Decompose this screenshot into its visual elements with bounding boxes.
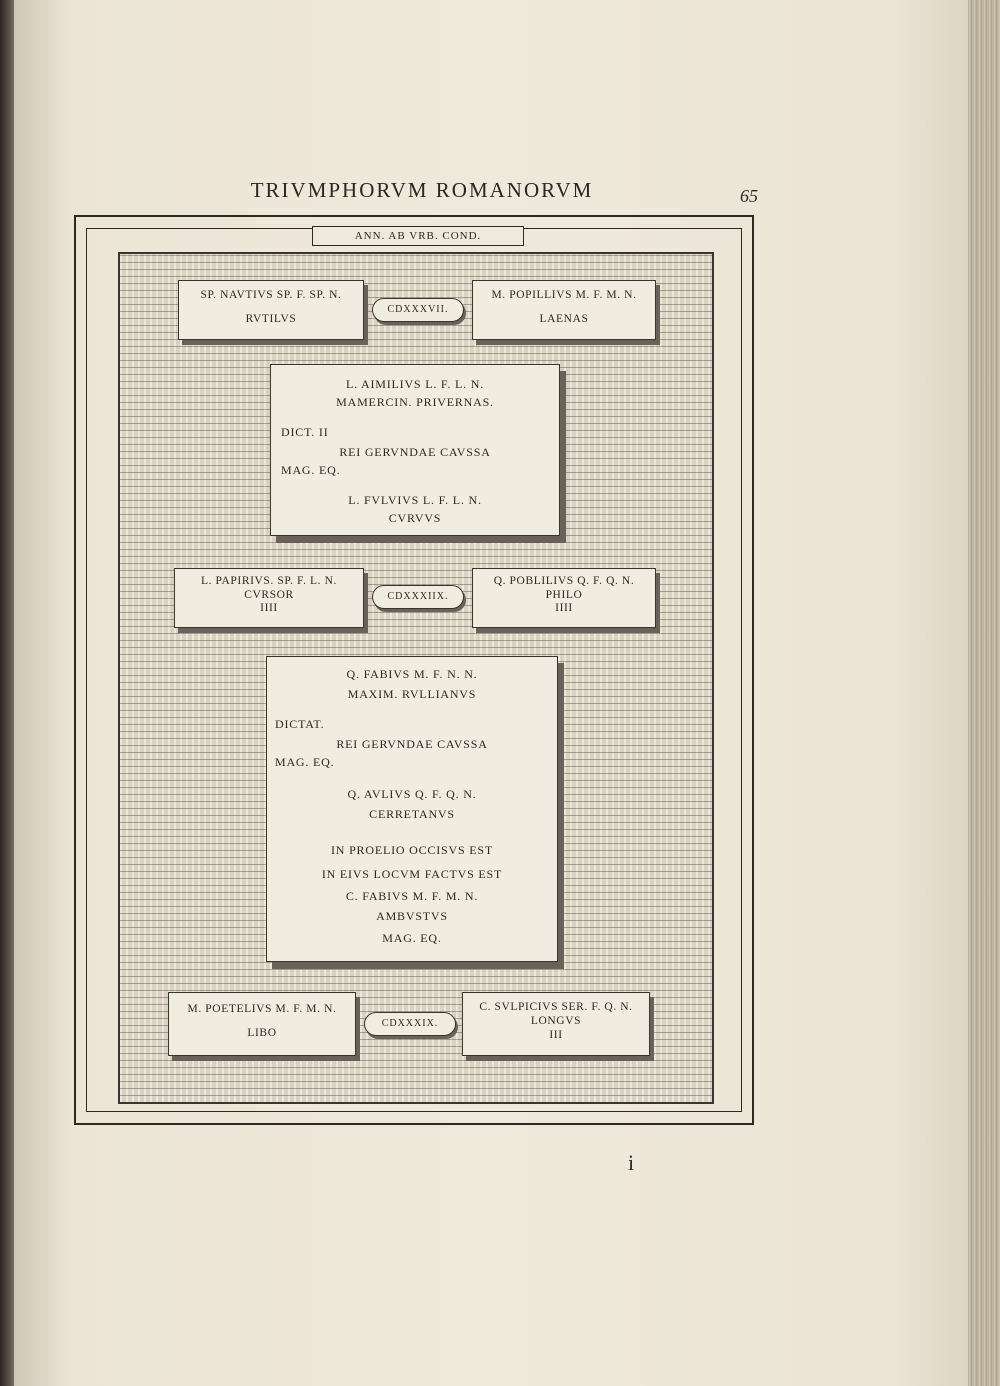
master-of-horse-name: Q. AVLIVS Q. F. Q. N. [347,787,477,801]
year-badge-1: CDXXXVII. [372,298,464,322]
consul-iteration: IIII [555,602,573,614]
tablet-consul-left-3 [168,992,356,1056]
dictator-name: L. AIMILIVS L. F. L. N. [345,377,485,391]
dictator-cognomen: MAMERCIN. PRIVERNAS. [336,395,494,409]
dictator-purpose: REI GERVNDAE CAVSSA [336,737,488,751]
master-of-horse-cognomen: CVRVVS [388,511,442,525]
tablet-dictator-2 [266,656,558,962]
dictator-cognomen: MAXIM. RVLLIANVS [347,687,477,701]
consul-cognomen: LONGVS [530,1015,582,1027]
death-note: IN PROELIO OCCISVS EST [331,843,493,857]
tablet-consul-left-2 [174,568,364,628]
page-number: 65 [740,186,758,206]
tablet-consul-left-1 [178,280,364,340]
replacement-name: C. FABIVS M. F. M. N. [345,889,479,903]
dictator-office: DICT. II [281,425,329,439]
frame-title: ANN. AB VRB. COND. [312,226,524,246]
consul-name: SP. NAVTIVS SP. F. SP. N. [200,289,342,301]
tablet-consul-right-1 [472,280,656,340]
consul-iteration: IIII [260,602,278,614]
tablet-consul-right-2 [472,568,656,628]
master-of-horse-label: MAG. EQ. [281,463,341,477]
dictator-office: DICTAT. [275,717,325,731]
dictator-name: Q. FABIVS M. F. N. N. [346,667,478,681]
tablet-consul-right-3 [462,992,650,1056]
replacement-title: MAG. EQ. [382,931,442,945]
consul-name: C. SVLPICIVS SER. F. Q. N. [479,1001,633,1013]
dictator-purpose: REI GERVNDAE CAVSSA [339,445,491,459]
tablet-dictator-1 [270,364,560,536]
signature-mark: i [628,1150,635,1175]
replacement-note: IN EIVS LOCVM FACTVS EST [321,867,503,881]
consul-cognomen: RVTILVS [245,313,297,325]
master-of-horse-cognomen: CERRETANVS [369,807,455,821]
consul-cognomen: LIBO [247,1027,277,1039]
consul-cognomen: LAENAS [539,313,589,325]
consul-name: M. POPILLIVS M. F. M. N. [491,289,637,301]
year-badge-2: CDXXXIIX. [372,585,464,609]
page-edges [968,0,1000,1386]
year-badge-3: CDXXXIX. [364,1012,456,1036]
consul-cognomen: CVRSOR [244,589,294,601]
master-of-horse-name: L. FVLVIVS L. F. L. N. [348,493,482,507]
master-of-horse-label: MAG. EQ. [275,755,335,769]
consul-cognomen: PHILO [545,589,583,601]
consul-name: L. PAPIRIVS. SP. F. L. N. [200,575,338,587]
replacement-cognomen: AMBVSTVS [376,909,448,923]
consul-iteration: III [549,1029,563,1041]
running-title: TRIVMPHORVM ROMANORVM [250,178,594,202]
consul-name: M. POETELIVS M. F. M. N. [187,1003,337,1015]
consul-name: Q. POBLILIVS Q. F. Q. N. [493,575,635,587]
